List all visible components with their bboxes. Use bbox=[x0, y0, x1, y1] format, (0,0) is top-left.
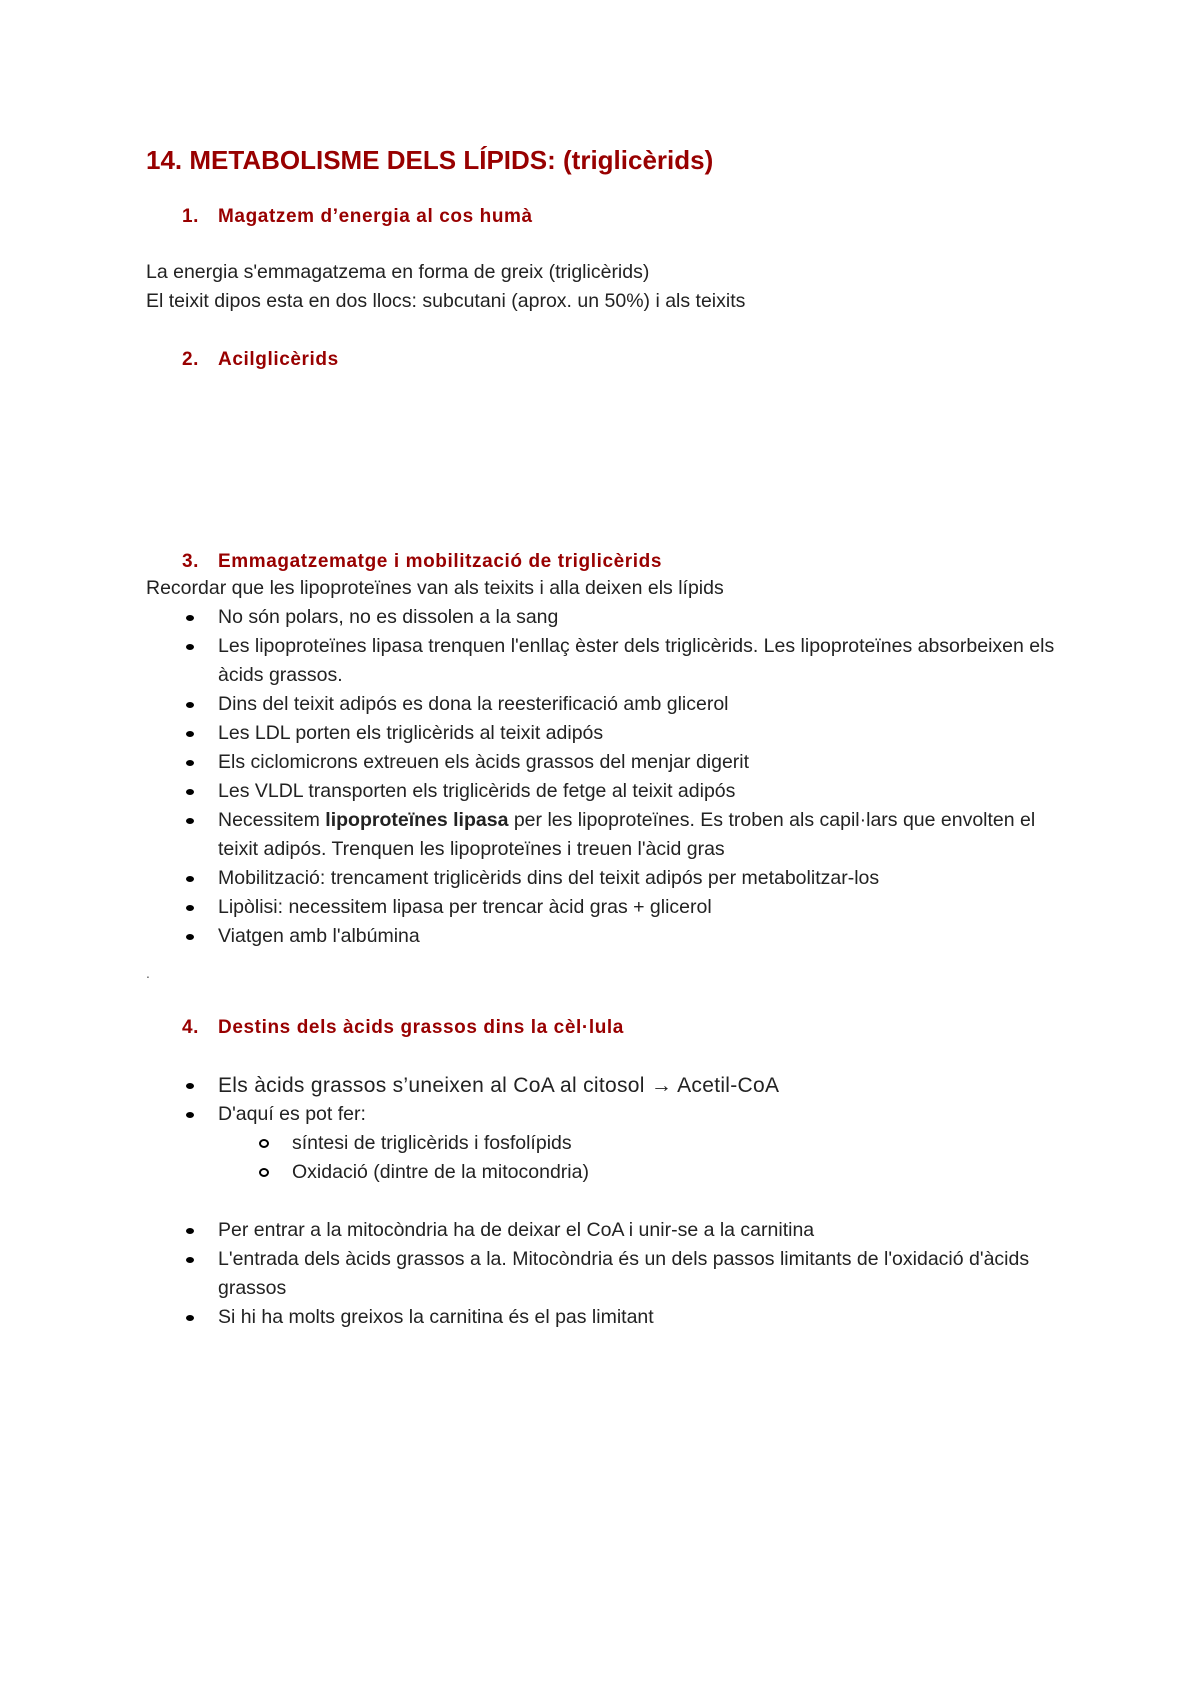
list-item: Viatgen amb l'albúmina bbox=[146, 922, 1066, 951]
section-number: 3. bbox=[182, 551, 200, 572]
section-title: Destins dels àcids grassos dins la cèl·lula bbox=[218, 1017, 624, 1038]
list-item: D'aquí es pot fer: bbox=[146, 1100, 1066, 1129]
section-1-heading bbox=[182, 206, 533, 228]
sub-list-item: Oxidació (dintre de la mitocondria) bbox=[146, 1158, 1066, 1187]
section-3-intro bbox=[146, 574, 724, 603]
section-number: 2. bbox=[182, 349, 200, 370]
text-line: Recordar que les lipoproteïnes van als teixits i alla deixen els lípids bbox=[146, 577, 724, 599]
section-title: Acilglicèrids bbox=[218, 349, 339, 370]
section-1-text bbox=[146, 258, 745, 316]
sub-list-item: síntesi de triglicèrids i fosfolípids bbox=[146, 1129, 1066, 1158]
list-item: Les LDL porten els triglicèrids al teixit adipós bbox=[146, 719, 1066, 748]
section-4-heading bbox=[182, 1017, 624, 1039]
section-4-bullet-list bbox=[146, 1071, 1066, 1332]
text-line: El teixit dipos esta en dos llocs: subcutani (aprox. un 50%) i als teixits bbox=[146, 290, 746, 312]
text-run: Necessitem bbox=[218, 809, 326, 831]
stray-dot: . bbox=[146, 965, 150, 981]
list-item: Si hi ha molts greixos la carnitina és el pas limitant bbox=[146, 1303, 1066, 1332]
document-title: 14. METABOLISME DELS LÍPIDS: (triglicèrids) bbox=[146, 145, 714, 175]
list-item bbox=[146, 806, 1066, 864]
section-title: Magatzem d’energia al cos humà bbox=[218, 206, 533, 227]
list-spacer bbox=[146, 1187, 1066, 1216]
bold-term: lipoproteïnes lipasa bbox=[325, 809, 509, 831]
list-item: L'entrada dels àcids grassos a la. Mitocòndria és un dels passos limitants de l'oxidació d'àcids grassos bbox=[146, 1245, 1066, 1303]
section-2-heading bbox=[182, 349, 339, 371]
section-3-heading bbox=[182, 551, 662, 573]
section-title: Emmagatzematge i mobilització de triglicèrids bbox=[218, 551, 663, 572]
text-line: La energia s'emmagatzema en forma de greix (triglicèrids) bbox=[146, 261, 650, 283]
list-item: Dins del teixit adipós es dona la reesterificació amb glicerol bbox=[146, 690, 1066, 719]
list-item: No són polars, no es dissolen a la sang bbox=[146, 603, 1066, 632]
text-run: per les lipoproteïnes. Es troben als capil·lars que envolten el teixit adipós. Trenquen les lipoproteïnes i treuen l'àcid gras bbox=[218, 809, 1036, 860]
section-3-bullet-list bbox=[146, 603, 1066, 951]
list-item: Mobilització: trencament triglicèrids dins del teixit adipós per metabolitzar-los bbox=[146, 864, 1066, 893]
list-item: Les VLDL transporten els triglicèrids de fetge al teixit adipós bbox=[146, 777, 1066, 806]
list-item: Els ciclomicrons extreuen els àcids grassos del menjar digerit bbox=[146, 748, 1066, 777]
list-item: Els àcids grassos s’uneixen al CoA al citosol → Acetil-CoA bbox=[146, 1071, 1066, 1100]
list-item: Per entrar a la mitocòndria ha de deixar el CoA i unir-se a la carnitina bbox=[146, 1216, 1066, 1245]
section-number: 4. bbox=[182, 1017, 200, 1038]
section-number: 1. bbox=[182, 206, 200, 227]
list-item: Lipòlisi: necessitem lipasa per trencar àcid gras + glicerol bbox=[146, 893, 1066, 922]
list-item: Les lipoproteïnes lipasa trenquen l'enllaç èster dels triglicèrids. Les lipoproteïnes absorbeixen els àcids grassos. bbox=[146, 632, 1066, 690]
